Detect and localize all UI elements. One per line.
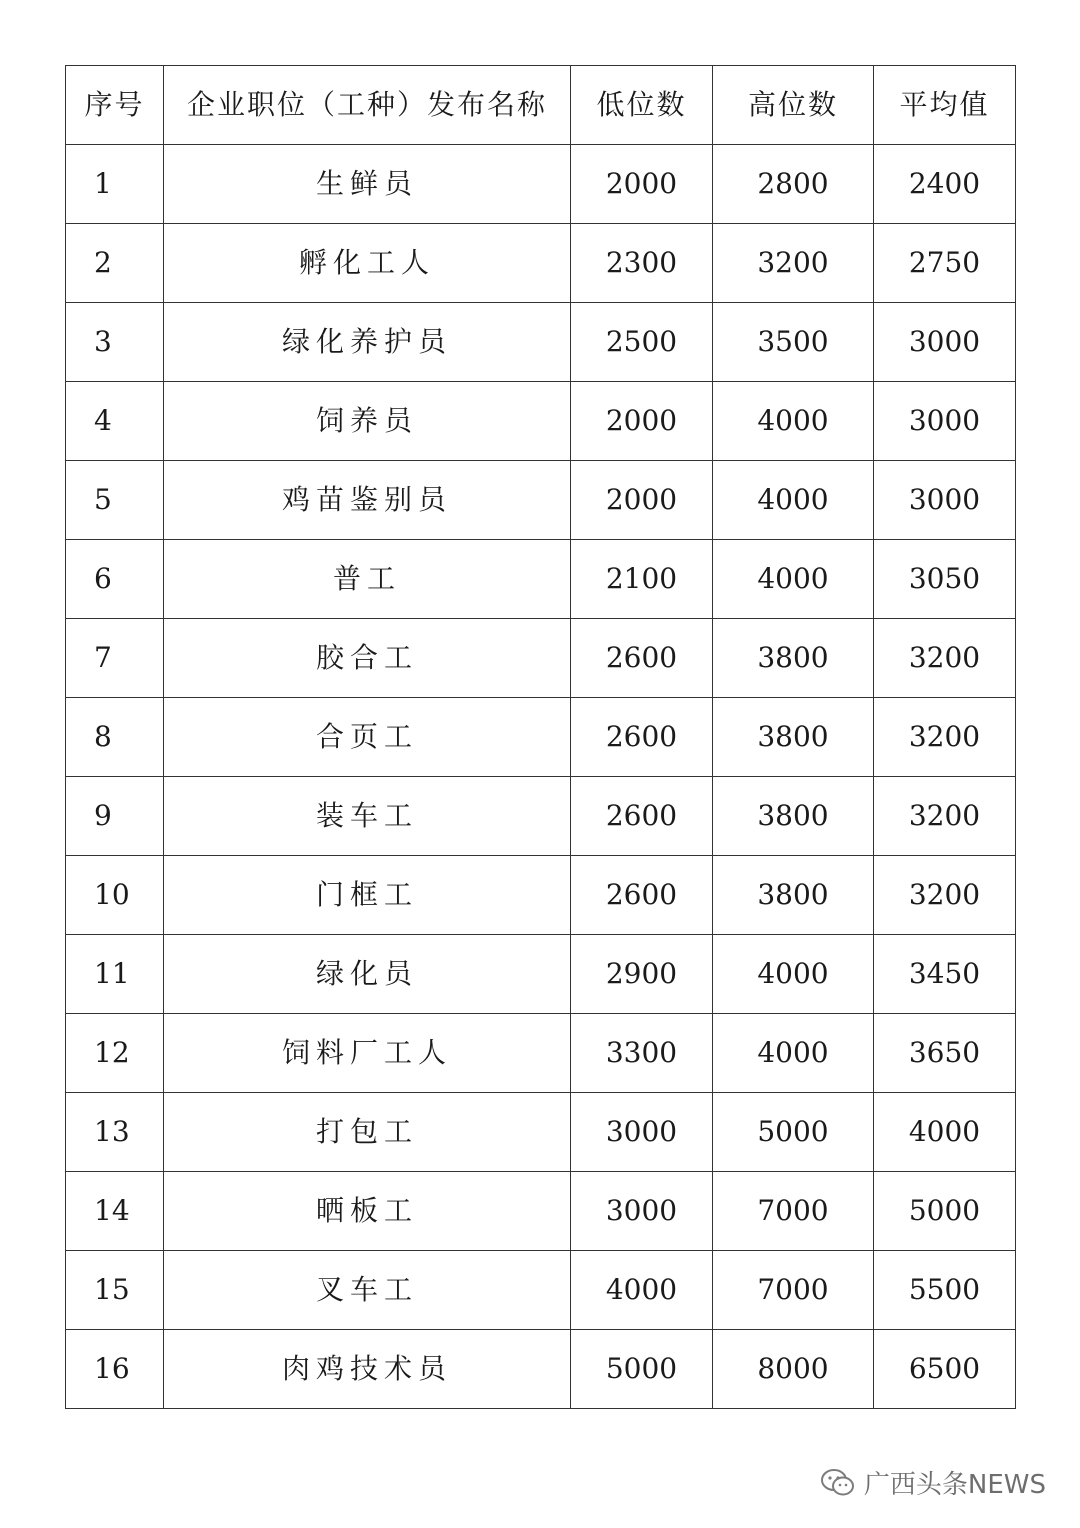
row-avg-cell: 3650 — [874, 1014, 1016, 1093]
watermark-text: 广西头条NEWS — [863, 1470, 1046, 1500]
row-high-cell: 4000 — [713, 935, 874, 1014]
row-name-cell: 生鲜员 — [164, 145, 571, 224]
row-avg-cell: 3000 — [874, 382, 1016, 461]
row-avg-cell: 3200 — [874, 777, 1016, 856]
row-high-cell: 3800 — [713, 619, 874, 698]
row-seq-cell: 2 — [66, 224, 164, 303]
row-seq-cell: 11 — [66, 935, 164, 1014]
table-row — [66, 1251, 1016, 1330]
row-avg-cell: 4000 — [874, 1093, 1016, 1172]
row-high-cell: 2800 — [713, 145, 874, 224]
row-name-cell: 合页工 — [164, 698, 571, 777]
row-name-cell: 叉车工 — [164, 1251, 571, 1330]
row-low-cell: 2000 — [571, 461, 713, 540]
salary-table — [65, 65, 1016, 1409]
row-low-cell: 2600 — [571, 777, 713, 856]
row-high-cell: 8000 — [713, 1330, 874, 1409]
table-row — [66, 303, 1016, 382]
row-avg-cell: 2750 — [874, 224, 1016, 303]
row-high-cell: 4000 — [713, 461, 874, 540]
row-seq-cell: 8 — [66, 698, 164, 777]
row-high-cell: 4000 — [713, 382, 874, 461]
row-seq-cell: 5 — [66, 461, 164, 540]
row-low-cell: 2600 — [571, 698, 713, 777]
row-low-cell: 2100 — [571, 540, 713, 619]
header-name: 企业职位（工种）发布名称 — [164, 66, 571, 145]
row-seq-cell: 13 — [66, 1093, 164, 1172]
table-header-row — [66, 66, 1016, 145]
row-name-cell: 绿化员 — [164, 935, 571, 1014]
row-seq-cell: 3 — [66, 303, 164, 382]
table-row — [66, 540, 1016, 619]
row-high-cell: 7000 — [713, 1251, 874, 1330]
row-high-cell: 3500 — [713, 303, 874, 382]
row-name-cell: 鸡苗鉴别员 — [164, 461, 571, 540]
row-seq-cell: 12 — [66, 1014, 164, 1093]
row-high-cell: 3200 — [713, 224, 874, 303]
header-seq: 序号 — [66, 66, 164, 145]
row-name-cell: 胶合工 — [164, 619, 571, 698]
row-seq-cell: 16 — [66, 1330, 164, 1409]
table-row — [66, 461, 1016, 540]
row-low-cell: 2500 — [571, 303, 713, 382]
row-name-cell: 门框工 — [164, 856, 571, 935]
row-low-cell: 2600 — [571, 619, 713, 698]
row-name-cell: 绿化养护员 — [164, 303, 571, 382]
row-name-cell: 普工 — [164, 540, 571, 619]
row-name-cell: 孵化工人 — [164, 224, 571, 303]
row-low-cell: 5000 — [571, 1330, 713, 1409]
row-seq-cell: 7 — [66, 619, 164, 698]
wechat-icon — [820, 1468, 856, 1498]
row-high-cell: 5000 — [713, 1093, 874, 1172]
table-row — [66, 935, 1016, 1014]
row-name-cell: 饲养员 — [164, 382, 571, 461]
table-row — [66, 1014, 1016, 1093]
row-high-cell: 3800 — [713, 698, 874, 777]
table-row — [66, 382, 1016, 461]
row-name-cell: 饲料厂工人 — [164, 1014, 571, 1093]
row-avg-cell: 3000 — [874, 303, 1016, 382]
table-row — [66, 1172, 1016, 1251]
watermark — [820, 1464, 1046, 1501]
salary-table-container — [65, 65, 1016, 1409]
row-seq-cell: 15 — [66, 1251, 164, 1330]
row-name-cell: 晒板工 — [164, 1172, 571, 1251]
row-seq-cell: 6 — [66, 540, 164, 619]
row-high-cell: 4000 — [713, 540, 874, 619]
header-avg: 平均值 — [874, 66, 1016, 145]
row-low-cell: 3300 — [571, 1014, 713, 1093]
row-low-cell: 2000 — [571, 145, 713, 224]
row-high-cell: 3800 — [713, 856, 874, 935]
row-low-cell: 2900 — [571, 935, 713, 1014]
table-row — [66, 777, 1016, 856]
row-low-cell: 2600 — [571, 856, 713, 935]
table-row — [66, 145, 1016, 224]
header-low: 低位数 — [571, 66, 713, 145]
table-row — [66, 619, 1016, 698]
row-seq-cell: 1 — [66, 145, 164, 224]
row-low-cell: 3000 — [571, 1172, 713, 1251]
table-row — [66, 1330, 1016, 1409]
row-avg-cell: 5000 — [874, 1172, 1016, 1251]
row-seq-cell: 4 — [66, 382, 164, 461]
row-avg-cell: 3200 — [874, 698, 1016, 777]
table-row — [66, 856, 1016, 935]
row-avg-cell: 3450 — [874, 935, 1016, 1014]
row-avg-cell: 3200 — [874, 619, 1016, 698]
table-row — [66, 698, 1016, 777]
row-high-cell: 4000 — [713, 1014, 874, 1093]
row-seq-cell: 9 — [66, 777, 164, 856]
row-avg-cell: 3000 — [874, 461, 1016, 540]
row-low-cell: 2300 — [571, 224, 713, 303]
header-high: 高位数 — [713, 66, 874, 145]
row-low-cell: 4000 — [571, 1251, 713, 1330]
table-row — [66, 224, 1016, 303]
row-high-cell: 7000 — [713, 1172, 874, 1251]
row-avg-cell: 3050 — [874, 540, 1016, 619]
row-high-cell: 3800 — [713, 777, 874, 856]
row-seq-cell: 14 — [66, 1172, 164, 1251]
row-avg-cell: 3200 — [874, 856, 1016, 935]
row-name-cell: 装车工 — [164, 777, 571, 856]
row-low-cell: 2000 — [571, 382, 713, 461]
row-name-cell: 打包工 — [164, 1093, 571, 1172]
row-name-cell: 肉鸡技术员 — [164, 1330, 571, 1409]
row-low-cell: 3000 — [571, 1093, 713, 1172]
row-avg-cell: 2400 — [874, 145, 1016, 224]
row-seq-cell: 10 — [66, 856, 164, 935]
row-avg-cell: 6500 — [874, 1330, 1016, 1409]
row-avg-cell: 5500 — [874, 1251, 1016, 1330]
table-row — [66, 1093, 1016, 1172]
